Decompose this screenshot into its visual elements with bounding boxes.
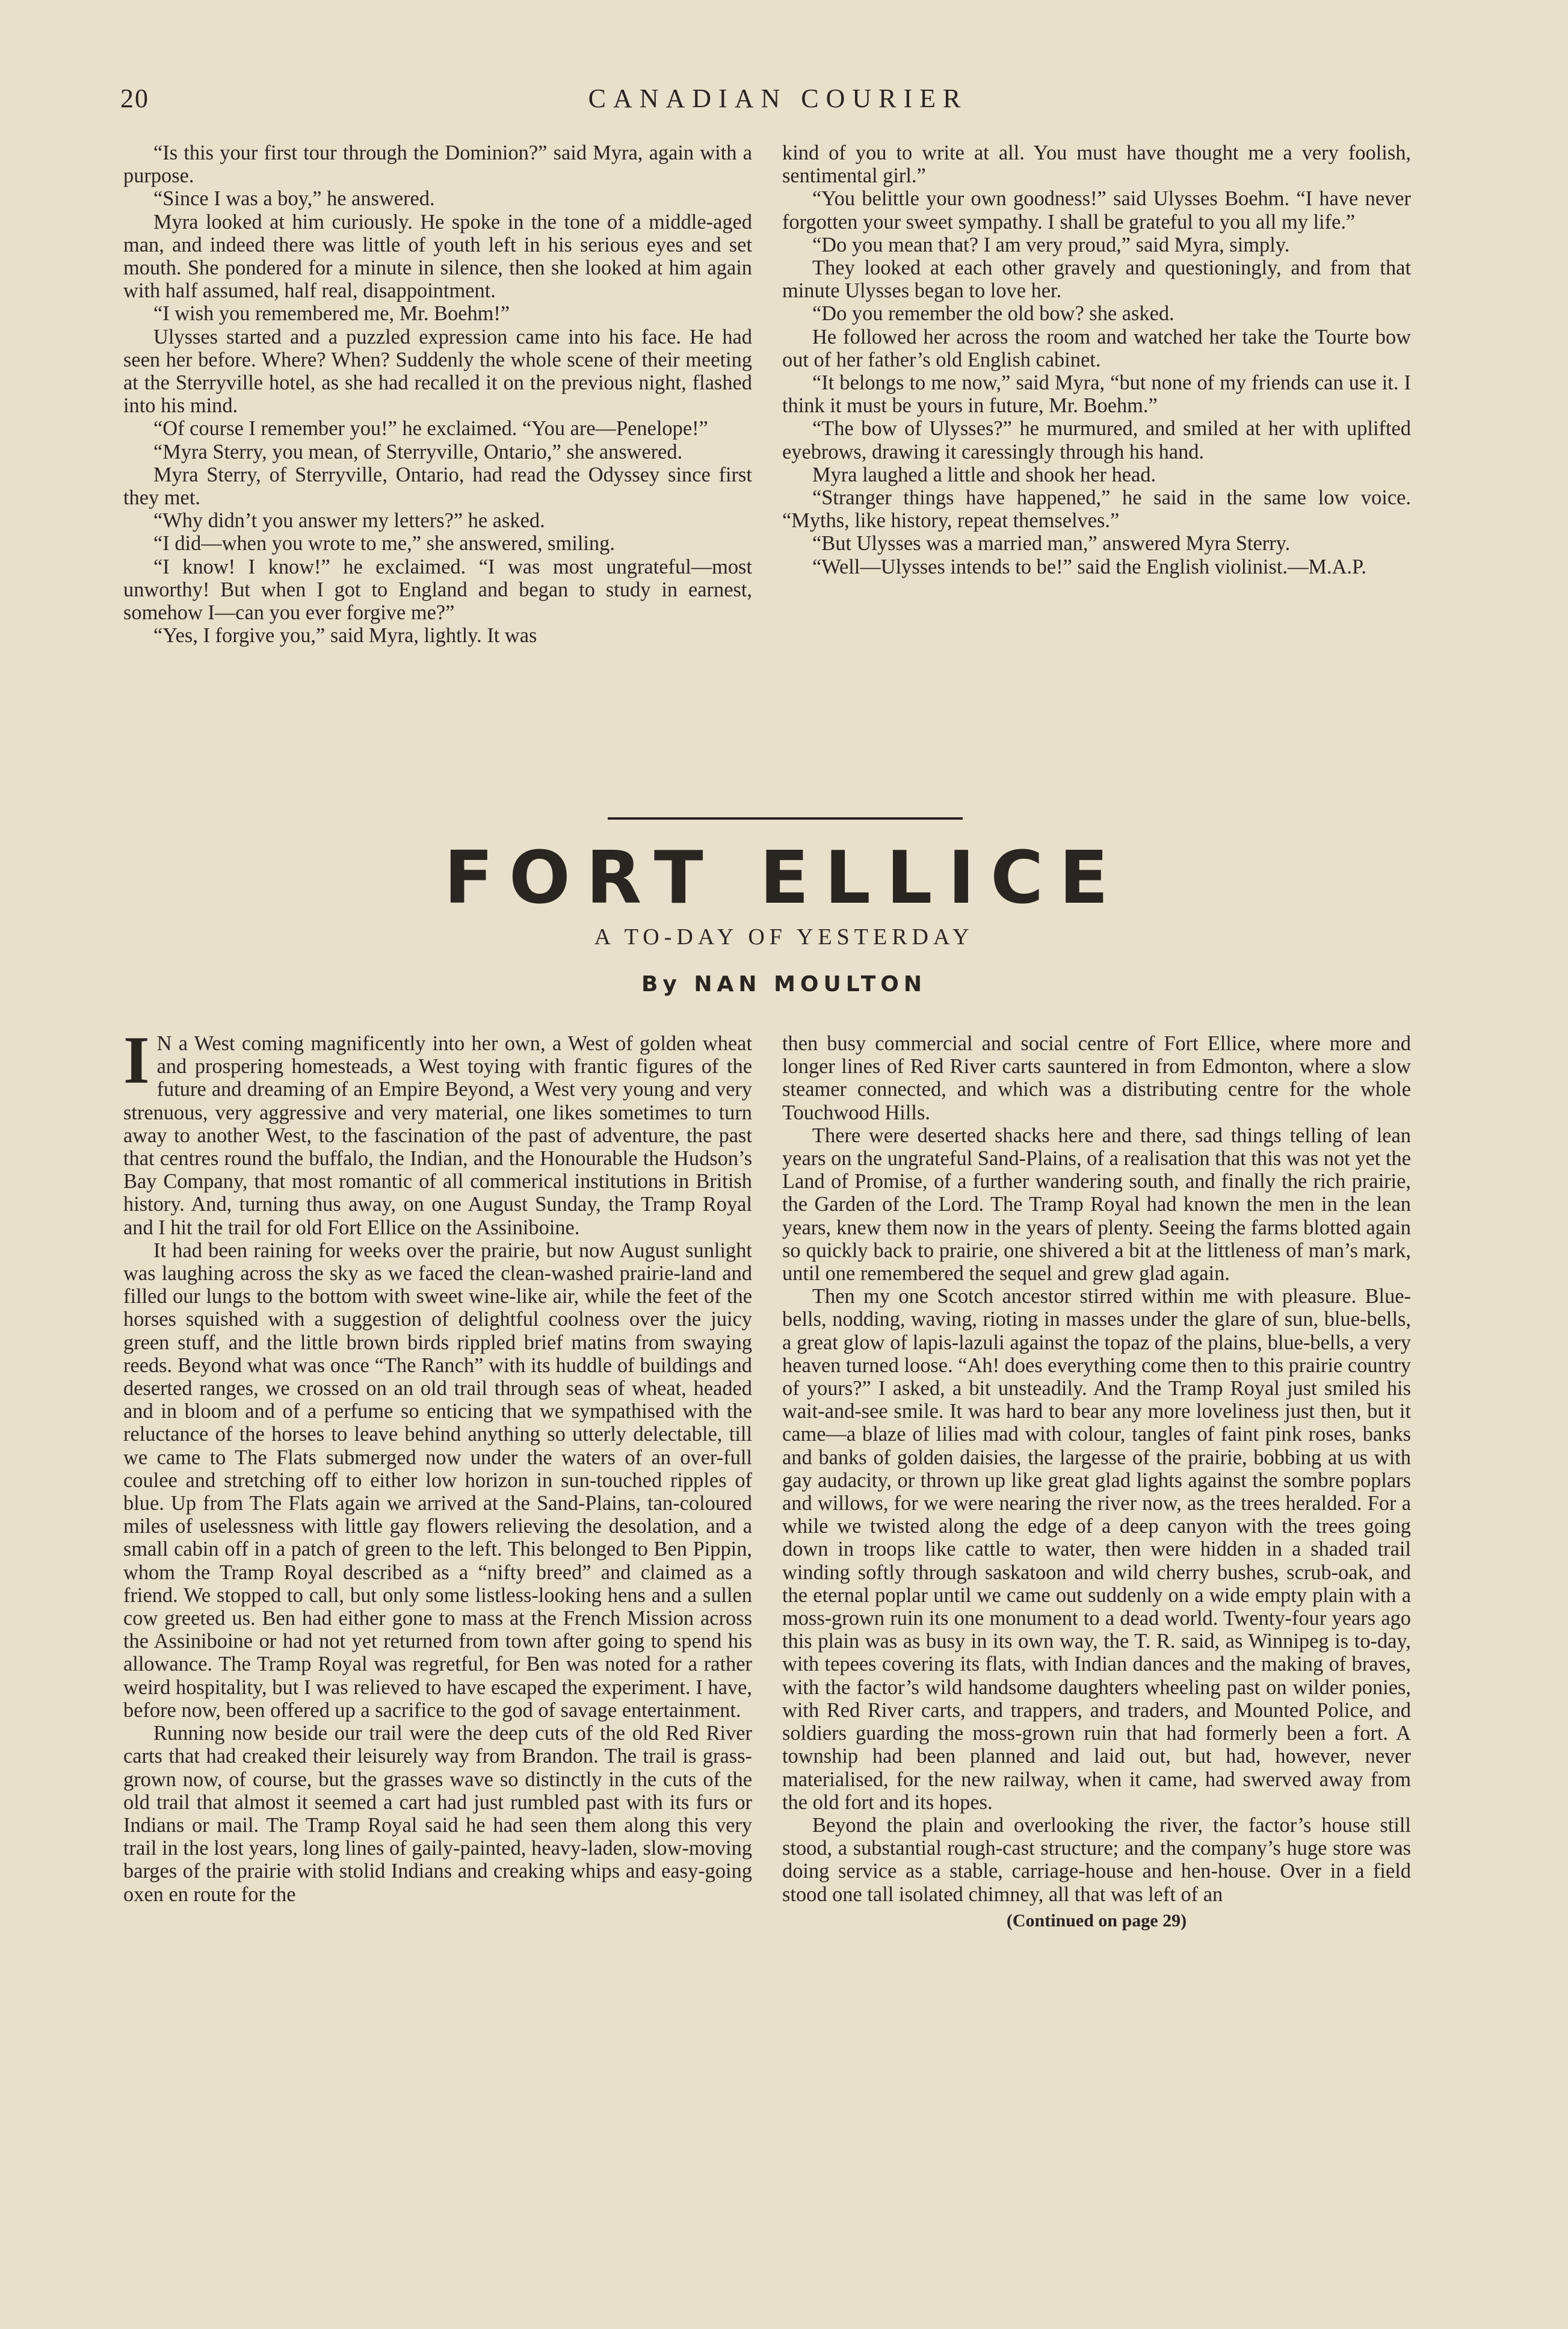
paragraph: then busy commercial and social centre of Fort Ellice, where more and longer lines of Red River carts sauntered in from Edmonton, where a slow steamer connected, and which was a distributing centre for the whole Touchwood Hills. <box>782 1032 1411 1124</box>
paragraph <box>123 1023 752 1239</box>
paragraph: It had been raining for weeks over the prairie, but now August sunlight was laughing across the sky as we faced the clean-washed prairie-land and filled our lungs to the bottom with sweet wine-like air, while the feet of the horses squished with a suggestion of delightful coolness over the juicy green stuff, and the little brown birds rippled brief matins from swaying reeds. Beyond what was once “The Ranch” with its huddle of buildings and deserted ranges, we crossed on an old trail through seas of wheat, headed and in bloom and of a perfume so enticing that we sympathised with the reluctance of the horses to leave behind anything so utterly delectable, till we came to The Flats submerged now under the waters of an over-full coulee and stretching off to either low horizon in sun-touched ripples of blue. Up from The Flats again we arrived at the Sand-Plains, tan-coloured miles of uselessness with little gay flowers relieving the desolation, and a small cabin off in a patch of green to the left. This belonged to Ben Pippin, whom the Tramp Royal described as a “nifty breed” and claimed as a friend. We stopped to call, but only some listless-looking hens and a sullen cow greeted us. Ben had either gone to mass at the French Mission across the Assiniboine or had not yet returned from town after going to spend his allowance. The Tramp Royal was regretful, for Ben was noted for a rather weird hospitality, but I was relieved to have escaped the experiment. I have, before now, been offered up a sacrifice to the god of savage entertainment. <box>123 1239 752 1722</box>
paragraph: “Is this your first tour through the Dominion?” said Myra, again with a purpose. <box>123 141 752 188</box>
paragraph: “It belongs to me now,” said Myra, “but none of my friends can use it. I think it must be yours in future, Mr. Boehm.” <box>782 371 1411 418</box>
paragraph: Myra looked at him curiously. He spoke in the tone of a middle-aged man, and indeed there was little of youth left in his serious eyes and set mouth. She pondered for a minute in silence, then she looked at him again with half assumed, half real, disappointment. <box>123 210 752 303</box>
paragraph: “You belittle your own goodness!” said Ulysses Boehm. “I have never forgotten your sweet sympathy. I shall be grateful to you all my life.” <box>782 187 1411 234</box>
paragraph: Then my one Scotch ancestor stirred within me with pleasure. Blue-bells, nodding, waving, rioting in masses under the glare of sun, blue-bells, a great glow of lapis-lazuli against the topaz of the plains, blue-bells, a very heaven turned loose. “Ah! does everything come then to this prairie country of yours?” I asked, a bit unsteadily. And the Tramp Royal just smiled his wait-and-see smile. It was hard to bear any more loveliness just then, but it came—a blaze of lilies mad with colour, tangles of faint pink roses, banks and banks of golden daisies, the largesse of the prairie, bobbing at us with gay audacity, or thrown up like great glad lights against the sombre poplars and willows, for we were nearing the river now, as the trees heralded. For a while we twisted along the edge of a deep canyon with the trees going down in troops like cattle to water, then were hidden in a shaded trail winding softly through saskatoon and wild cherry bushes, scrub-oak, and the eternal poplar until we came out suddenly on a wide empty plain with a moss-grown ruin its one monument to a dead world. Twenty-four years ago this plain was as busy in its own way, the T. R. said, as Winnipeg is to-day, with tepees covering its flats, with Indian dances and the making of braves, with the factor’s wild handsome daughters wheeling past on wilder ponies, with Red River carts, and trappers, and traders, and Mounted Police, and soldiers guarding the moss-grown ruin that had formerly been a fort. A township had been planned and laid out, but had, however, never materialised, for the new railway, when it came, had swerved away from the old fort and its hopes. <box>782 1285 1411 1814</box>
running-title: CANADIAN COURIER <box>588 84 968 113</box>
paragraph: “Do you remember the old bow? she asked. <box>812 302 1174 326</box>
paragraph: “Well—Ulysses intends to be!” said the English violinist.—M.A.P. <box>812 555 1366 578</box>
paragraph: Myra Sterry, of Sterryville, Ontario, had read the Odyssey since first they met. <box>123 463 752 510</box>
drop-cap: I <box>123 1023 150 1098</box>
article-right-column <box>782 1032 1411 1932</box>
paragraph: “But Ulysses was a married man,” answered Myra Sterry. <box>812 532 1291 555</box>
paragraph: “Myra Sterry, you mean, of Sterryville, Ontario,” she answered. <box>153 440 683 463</box>
paragraph: “Of course I remember you!” he exclaimed. “You are—Penelope!” <box>153 417 708 441</box>
paragraph: “Since I was a boy,” he answered. <box>153 187 435 211</box>
section-divider <box>608 817 963 820</box>
paragraph: There were deserted shacks here and there, sad things telling of lean years on the ungrateful Sand-Plains, of a realisation that this was not yet the Land of Promise, of a further wandering south, and finally the rich prairie, the Garden of the Lord. The Tramp Royal had known the men in the lean years, knew them now in the years of plenty. Seeing the farms blotted again so quickly back to prairie, one shivered a bit at the littleness of man’s mark, until one remembered the sequel and grew glad again. <box>782 1124 1411 1285</box>
paragraph: He followed her across the room and watched her take the Tourte bow out of her father’s old English cabinet. <box>782 325 1411 371</box>
first-paragraph-text: N a West coming magnificently into her own, a West of golden wheat and prospering homesteads, a West toying with frantic figures of the future and dreaming of an Empire Beyond, a West very young and very strenuous, very aggressive and very material, one likes sometimes to turn away to another West, to the fascination of the past of adventure, the past that centres round the buffalo, the Indian, and the Honourable the Hudson’s Bay Company, that most romantic of all commerical institutions in British history. And, turning thus away, on one August Sunday, the Tramp Royal and I hit the trail for old Fort Ellice on the Assiniboine. <box>123 1032 752 1239</box>
paragraph: They looked at each other gravely and questioningly, and from that minute Ulysses began to love her. <box>782 256 1411 303</box>
story-end-right-column <box>782 141 1411 578</box>
paragraph: Running now beside our trail were the deep cuts of the old Red River carts that had creaked their leisurely way from Brandon. The trail is grass-grown now, of course, but the grasses wave so distinctly in the cuts of the old trail that almost it seemed a cart had just rumbled past with its furs or Indians or mail. The Tramp Royal said he had seen them along this very trail in the lost years, long lines of gaily-painted, heavy-laden, slow-moving barges of the prairie with stolid Indians and creaking whips and easy-going oxen en route for the <box>123 1722 752 1906</box>
paragraph: “I wish you remembered me, Mr. Boehm!” <box>153 302 510 326</box>
paragraph: “Yes, I forgive you,” said Myra, lightly. It was <box>153 624 537 648</box>
paragraph: “Do you mean that? I am very proud,” said Myra, simply. <box>812 233 1290 256</box>
page-number: 20 <box>120 84 149 113</box>
story-end-left-column <box>123 141 752 647</box>
article-subtitle: A TO-DAY OF YESTERDAY <box>594 924 974 950</box>
article-byline: By NAN MOULTON <box>641 972 927 997</box>
paragraph: “The bow of Ulysses?” he murmured, and smiled at her with uplifted eyebrows, drawing it caressingly through his hand. <box>782 417 1411 463</box>
paragraph: “I know! I know!” he exclaimed. “I was most ungrateful—most unworthy! But when I got to England and began to study in earnest, somehow I—can you ever forgive me?” <box>123 555 752 625</box>
article-title: FORT ELLICE <box>443 837 1125 920</box>
paragraph: Ulysses started and a puzzled expression came into his face. He had seen her before. Where? When? Suddenly the whole scene of their meeting at the Sterryville hotel, as she had recalled it on the previous night, flashed into his mind. <box>123 325 752 418</box>
paragraph: “Stranger things have happened,” he said in the same low voice. “Myths, like history, repeat themselves.” <box>782 486 1411 533</box>
paragraph: kind of you to write at all. You must have thought me a very foolish, sentimental girl.” <box>782 141 1411 188</box>
paragraph: “I did—when you wrote to me,” she answered, smiling. <box>153 532 615 555</box>
paragraph: Myra laughed a little and shook her head. <box>812 463 1156 486</box>
article-left-column <box>123 1023 752 1906</box>
paragraph: Beyond the plain and overlooking the river, the factor’s house still stood, a substantial rough-cast structure; and the company’s huge store was doing service as a stable, carriage-house and hen-house. Over in a field stood one tall isolated chimney, all that was left of an <box>782 1813 1411 1906</box>
continued-note: (Continued on page 29) <box>1006 1910 1187 1931</box>
page-header <box>120 83 1436 125</box>
paragraph: “Why didn’t you answer my letters?” he asked. <box>153 509 545 533</box>
